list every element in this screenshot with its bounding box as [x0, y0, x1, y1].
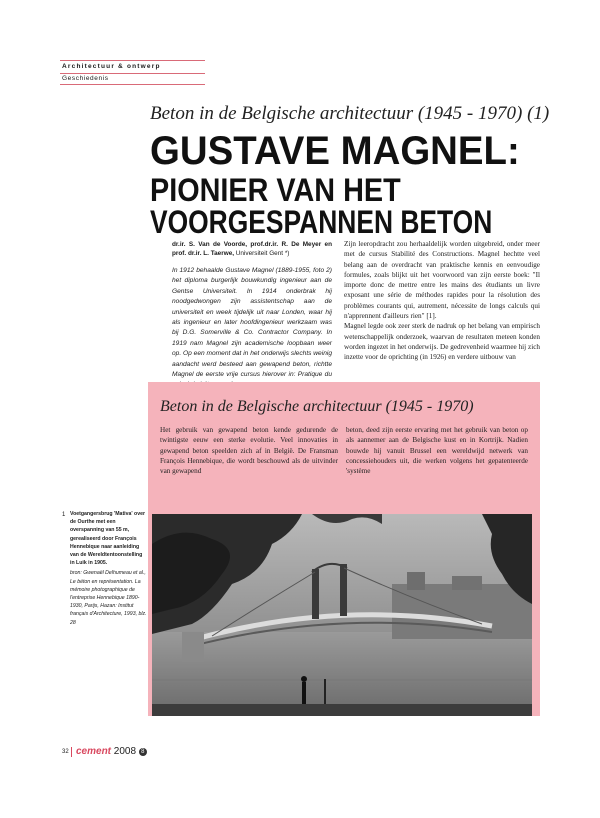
right-column-paragraph-1: Zijn leeropdracht zou herhaaldelijk worden uitgebreid, onder meer met de cursus Stabilité des Constructions. Magnel hechtte veel belang aan de overdracht van praktische kennis en eenvoudige formules, zoals blijkt uit het voorwoord van zijn eerste boek: "Il importe donc de mettre entre les mains des étudiants un livre exposant une série de méthodes rapides pour la résolution des problèmes courants qui, autrement, nécessite de longs calculs qui n'apprennent d'ailleurs rien" [1]. — [344, 240, 540, 321]
footer-separator — [71, 747, 72, 757]
article-kicker: Beton in de Belgische architectuur (1945 - 1970) (1) — [150, 103, 550, 124]
bridge-photo — [152, 514, 532, 716]
author-affiliation: Universiteit Gent *) — [234, 250, 290, 257]
article-right-column — [344, 239, 540, 371]
figure-number: 1 — [62, 512, 66, 518]
subsection-label: Geschiedenis — [62, 75, 109, 82]
box-column-1: Het gebruik van gewapend beton kende gedurende de twintigste eeuw een sterke evolutie. Veel innovaties in gewapend beton speelden zich af in België. De Fransman François Hennebique, die wordt beschouwd als de uitvinder van gewapend — [160, 426, 338, 476]
page-number: 32 — [62, 749, 69, 755]
title-line-1: GUSTAVE MAGNEL: — [150, 129, 520, 173]
right-column-paragraph-2: Magnel legde ook zeer sterk de nadruk op het belang van empirisch wetenschappelijk onderzoek, waarvan de resultaten meteen konden worden ingezet in het onderwijs. De gedrevenheid waarmee hij zich inzette voor de oprichting (in 1926) en verdere uitbouw van — [344, 322, 540, 362]
figure-caption — [70, 510, 148, 627]
header-rule-bottom — [60, 84, 205, 85]
author-names: dr.ir. S. Van de Voorde, prof.dr.ir. R. De Meyer en prof. dr.ir. L. Taerwe, — [172, 241, 332, 257]
box-column-2: beton, deed zijn eerste ervaring met het gebruik van beton op als aannemer aan de Belgische kust en in Kortrijk. Nadien bouwde hij vanuit Brussel een wereldwijd netwerk van concessiehouders uit, die werken volgens het gepatenteerde 'système — [346, 426, 528, 476]
magazine-name: cement — [76, 746, 112, 757]
caption-credit: bron: Gwenaël Delhumeau et al., Le béton en représentation. La mémoire photographique de l'entreprise Hennebique 1890-1930, Parijs, Hazan: Institut français d'Architecture, 1993, blz. 28 — [70, 570, 147, 626]
title-line-3: VOORGESPANNEN BETON — [150, 204, 493, 240]
issue-badge: 8 — [139, 748, 147, 756]
header-rule-mid — [60, 73, 205, 74]
article-authors — [172, 240, 332, 258]
article-title — [150, 131, 565, 238]
footer-magazine — [76, 746, 147, 757]
caption-text: Voetgangersbrug 'Mativa' over de Ourthe met een overspanning van 55 m, gerealiseerd door François Hennebique naar aanleiding van de Wereldtentoonstelling in Luik in 1905. — [70, 511, 146, 567]
header-rule-top — [60, 60, 205, 61]
magazine-year: 2008 — [113, 746, 137, 757]
box-heading: Beton in de Belgische architectuur (1945 - 1970) — [160, 398, 474, 415]
title-line-2: PIONIER VAN HET — [150, 172, 401, 208]
section-label: Architectuur & ontwerp — [62, 63, 161, 70]
article-intro: In 1912 behaalde Gustave Magnel (1889-1955, foto 2) het diploma burgerlijk bouwkundig ingenieur aan de Gentse Universiteit. In 1914 onderbrak hij noodgedwongen zijn assistentschap aan de universiteit en week tijdelijk uit naar Londen, waar hij als ingenieur en later hoofdingenieur werkzaam was bij D.G. Somerville & Co. Contractor Company. In 1919 nam Magnel zijn academische loopbaan weer op. Op een moment dat in het onderwijs slechts weinig aandacht werd besteed aan gewapend beton, richtte Magnel de eerste vrije cursus hierover in: Pratique du — [172, 267, 332, 379]
bridge-photo-image — [152, 514, 532, 716]
